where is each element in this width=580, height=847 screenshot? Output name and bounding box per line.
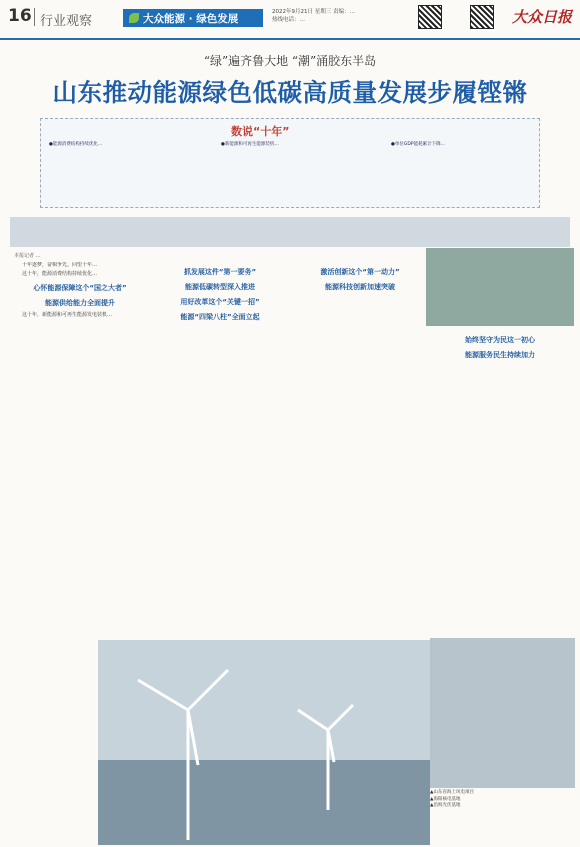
subheading: 能源服务民生持续加力 <box>465 351 535 359</box>
divider <box>34 8 35 26</box>
paragraph: 这十年，能源消费结构持续优化… <box>22 271 98 278</box>
stats-box <box>40 118 540 208</box>
paragraph: 这十年，新能源和可再生能源发电装机… <box>22 312 113 319</box>
byline: 本报记者 … <box>14 253 41 259</box>
photo-banner <box>10 217 570 247</box>
stats-item: ●新能源和可再生能源装机… <box>221 142 279 147</box>
caption: ▲沿海光伏基地 <box>430 803 461 808</box>
column-banner <box>123 9 263 27</box>
section-label: 行业观察 <box>40 14 93 29</box>
photo-wind-turbines <box>98 640 430 845</box>
subheading: 抓发展这件“第一要务” <box>183 268 257 276</box>
subheading: 能源科技创新加速突破 <box>325 283 395 291</box>
subheading: 能源供给能力全面提升 <box>45 299 115 308</box>
photo-offshore-platform <box>426 248 574 326</box>
date-line: 2022年9月21日 星期三 责编：… <box>272 9 355 15</box>
page-header <box>0 0 580 40</box>
subheading: 激活创新这个“第一动力” <box>320 268 400 276</box>
stats-title: 数说“十年” <box>231 125 290 138</box>
leaf-icon <box>129 13 139 23</box>
kicker: “绿”遍齐鲁大地 “潮”涌胶东半岛 <box>203 54 377 68</box>
subheading: 始终坚守为民这一初心 <box>465 336 535 344</box>
caption: ▲山东省海上风电项目 <box>430 790 474 795</box>
stats-item: ●能源消费结构持续优化… <box>49 142 103 147</box>
subheading: 心怀能源保障这个“国之大者” <box>33 284 127 293</box>
caption-list <box>430 790 575 810</box>
header-info <box>272 8 412 24</box>
subheading: 能源“四梁八柱”全面立起 <box>180 313 260 321</box>
subheading: 用好改革这个“关键一招” <box>180 298 260 306</box>
masthead-logo: 大众日报 <box>512 8 573 26</box>
photo-coastal-facility <box>430 638 575 788</box>
stats-item: ●单位GDP能耗累计下降… <box>391 142 446 147</box>
paragraph: 十年逐梦，奋楫争先。回望十年… <box>22 262 98 268</box>
column-name: 大众能源 · 绿色发展 <box>143 13 239 25</box>
subheading: 能源低碳转型深入推进 <box>185 283 255 291</box>
headline: 山东推动能源绿色低碳高质量发展步履铿锵 <box>52 78 528 107</box>
text-column <box>432 330 568 630</box>
page-number: 16 <box>8 6 32 26</box>
qr-code-icon[interactable] <box>470 5 494 29</box>
caption: ▲海阳核电基地 <box>430 796 461 802</box>
qr-code-icon[interactable] <box>418 5 442 29</box>
hotline: 热线电话：… <box>272 17 306 23</box>
